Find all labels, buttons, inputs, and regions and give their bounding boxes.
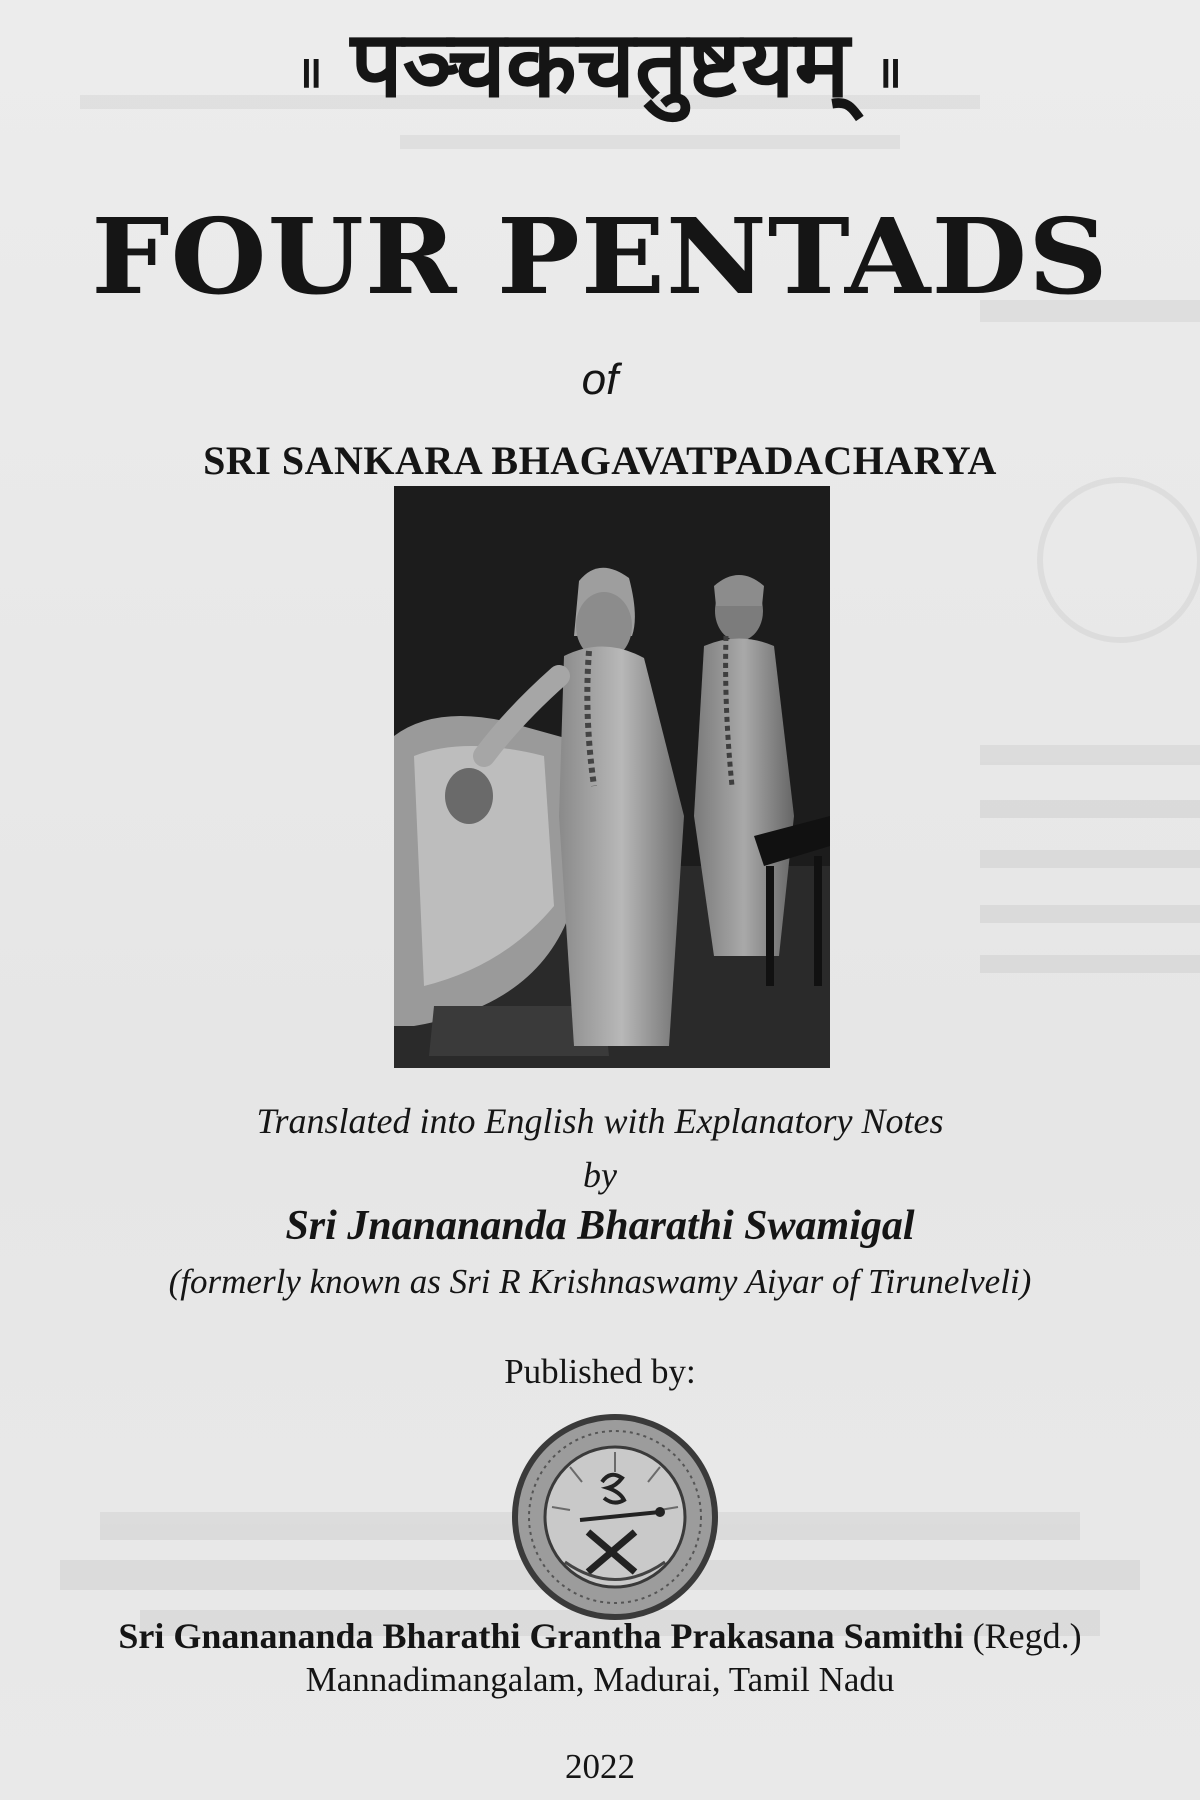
published-by-label: Published by: (504, 1352, 696, 1391)
publisher-place: Mannadimangalam, Madurai, Tamil Nadu (305, 1660, 895, 1699)
sanskrit-title: पञ्चकचतुष्टयम् (350, 11, 850, 118)
danda-right: ॥ (875, 47, 904, 98)
cover-photograph (394, 486, 830, 1068)
translator-name: Sri Jnanananda Bharathi Swamigal (285, 1203, 915, 1249)
photograph-figures (394, 486, 830, 1068)
publisher-line (0, 1615, 1200, 1657)
publication-year: 2022 (565, 1747, 635, 1786)
author-name: SRI SANKARA BHAGAVATPADACHARYA (203, 438, 997, 483)
sanskrit-title-line (0, 10, 1200, 120)
publisher-registration: (Regd.) (963, 1616, 1082, 1656)
publisher-emblem-seal (510, 1412, 720, 1622)
danda-left: ॥ (296, 47, 325, 98)
of-text: of (581, 355, 619, 404)
translator-former-name: (formerly known as Sri R Krishnaswamy Aiyar of Tirunelveli) (168, 1262, 1032, 1301)
book-title: FOUR PENTADS (91, 195, 1109, 318)
by-text: by (583, 1155, 617, 1195)
translation-note: Translated into English with Explanatory Notes (256, 1101, 944, 1141)
publisher-name: Sri Gnanananda Bharathi Grantha Prakasana Samithi (118, 1616, 964, 1656)
